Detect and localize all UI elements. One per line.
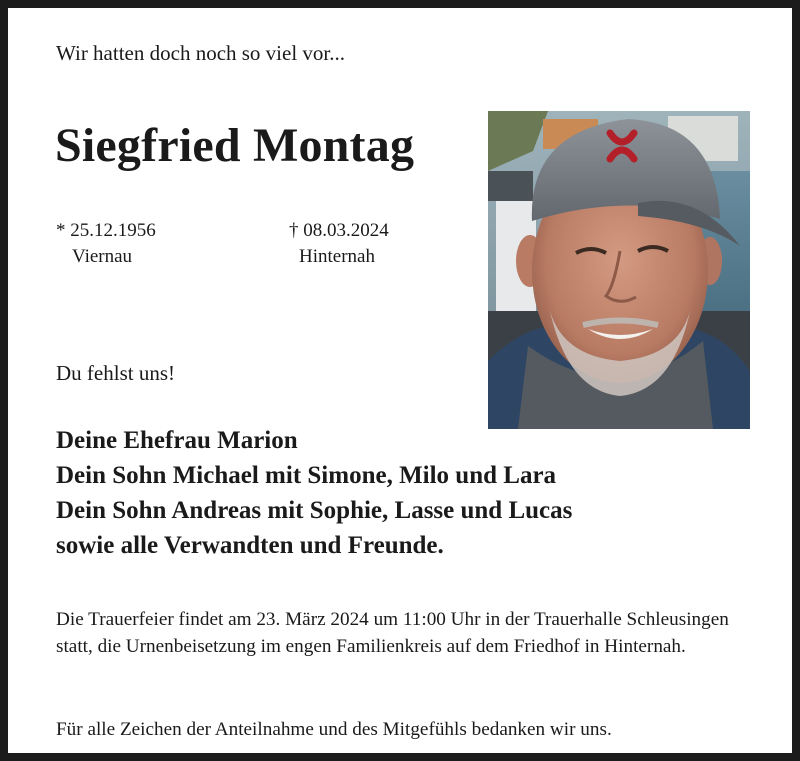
thanks-line: Für alle Zeichen der Anteilnahme und des Mitgefühls bedanken wir uns. xyxy=(56,719,612,740)
ceremony-details: Die Trauerfeier findet am 23. März 2024 um 11:00 Uhr in der Trauerhalle Schleusingen statt, die Urnenbeisetzung im engen Familienkreis auf dem Friedhof in Hinternah. xyxy=(56,609,729,657)
mourner-line: sowie alle Verwandten und Freunde. xyxy=(56,532,444,559)
motto-line: Wir hatten doch noch so viel vor... xyxy=(56,41,346,65)
birth-date: * 25.12.1956 xyxy=(56,220,156,241)
portrait-illustration xyxy=(488,111,750,429)
death-place: Hinternah xyxy=(299,246,375,267)
portrait-photo xyxy=(488,111,750,429)
mourner-line: Dein Sohn Andreas mit Sophie, Lasse und Lucas xyxy=(56,497,573,524)
death-info xyxy=(289,218,389,270)
mourner-line: Deine Ehefrau Marion xyxy=(56,427,298,454)
mourner-line: Dein Sohn Michael mit Simone, Milo und Lara xyxy=(56,462,557,489)
parked-cars xyxy=(488,171,533,201)
death-date: † 08.03.2024 xyxy=(289,220,389,241)
birth-info xyxy=(56,218,156,270)
deceased-name: Siegfried Montag xyxy=(55,119,415,172)
miss-line: Du fehlst uns! xyxy=(56,361,175,385)
birth-place: Viernau xyxy=(72,246,133,267)
mourners-list xyxy=(56,423,572,563)
